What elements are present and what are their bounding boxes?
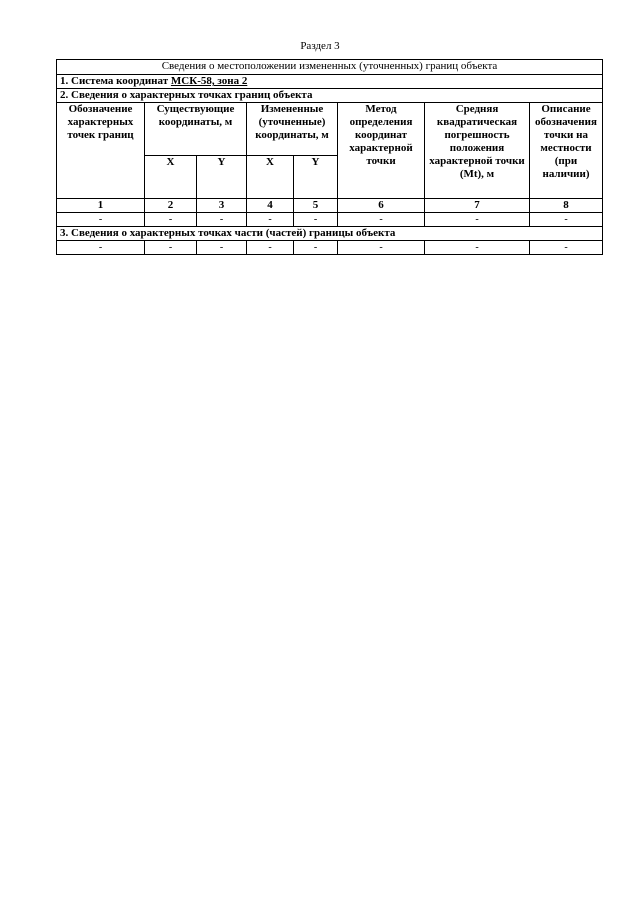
header-changed-coords: Измененные (уточненные) координаты, м — [247, 103, 338, 156]
section2-heading: 2. Сведения о характерных точках границ объекта — [57, 89, 603, 103]
header-existing-coords: Существующие координаты, м — [145, 103, 247, 156]
table-row — [57, 241, 603, 255]
header-description: Описание обозначения точки на местности (при наличии) — [530, 103, 603, 199]
table-cell: - — [425, 241, 530, 255]
table-cell: - — [145, 241, 197, 255]
header-rms-error: Средняя квадратическая погрешность положения характерной точки (Mt), м — [425, 103, 530, 199]
column-number: 3 — [197, 199, 247, 213]
table-cell: - — [197, 241, 247, 255]
table-cell: - — [57, 241, 145, 255]
column-number: 1 — [57, 199, 145, 213]
header-point-designation: Обозначение характерных точек границ — [57, 103, 145, 199]
table-cell: - — [530, 213, 603, 227]
header-method: Метод определения координат характерной точки — [338, 103, 425, 199]
table-cell: - — [247, 241, 294, 255]
header-changed-x: X — [247, 156, 294, 199]
table-title: Сведения о местоположении измененных (уточненных) границ объекта — [57, 60, 603, 75]
boundary-table — [56, 59, 603, 255]
column-number: 6 — [338, 199, 425, 213]
header-existing-x: X — [145, 156, 197, 199]
column-numbers-row — [57, 199, 603, 213]
table-cell: - — [145, 213, 197, 227]
section-heading: Раздел 3 — [300, 40, 340, 52]
header-existing-y: Y — [197, 156, 247, 199]
column-number: 7 — [425, 199, 530, 213]
table-cell: - — [338, 241, 425, 255]
column-number: 2 — [145, 199, 197, 213]
section3-heading: 3. Сведения о характерных точках части (частей) границы объекта — [57, 227, 603, 241]
table-cell: - — [338, 213, 425, 227]
table-cell: - — [294, 213, 338, 227]
table-cell: - — [57, 213, 145, 227]
table-cell: - — [530, 241, 603, 255]
header-changed-y: Y — [294, 156, 338, 199]
column-number: 8 — [530, 199, 603, 213]
column-number: 5 — [294, 199, 338, 213]
coord-system-value: МСК-58, зона 2 — [170, 75, 248, 87]
table-cell: - — [425, 213, 530, 227]
table-cell: - — [247, 213, 294, 227]
coord-system-label: 1. Система координат — [60, 75, 171, 87]
table-row — [57, 213, 603, 227]
table-cell: - — [294, 241, 338, 255]
column-number: 4 — [247, 199, 294, 213]
table-cell: - — [197, 213, 247, 227]
coord-system-row — [57, 75, 603, 89]
